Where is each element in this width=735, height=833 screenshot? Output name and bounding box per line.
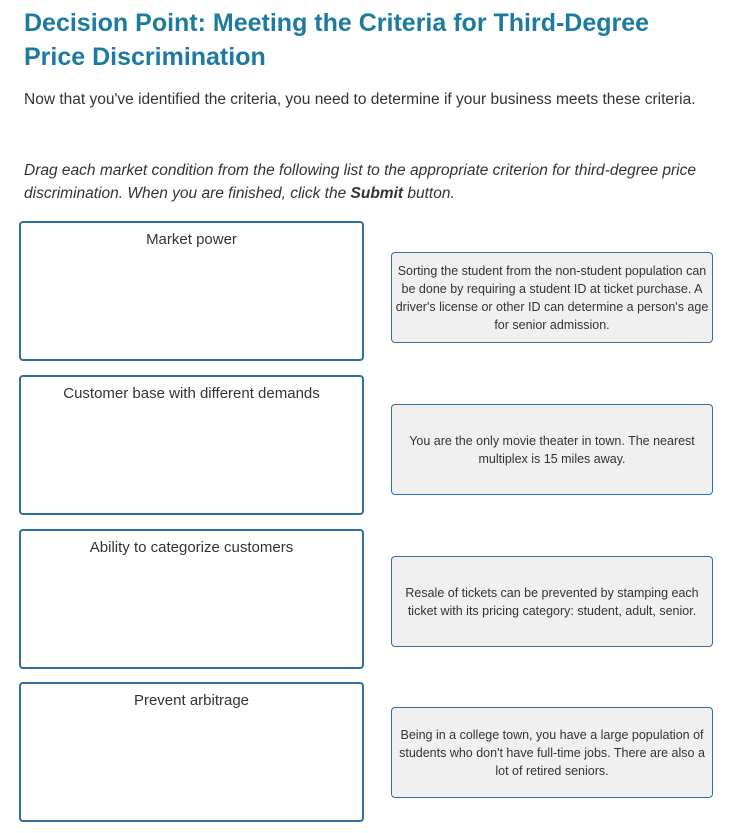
draggable-condition-card[interactable] bbox=[391, 556, 713, 647]
drop-target-prevent-arbitrage[interactable] bbox=[19, 682, 364, 822]
condition-card-text: Resale of tickets can be prevented by stamping each ticket with its pricing category: student, adult, senior. bbox=[405, 585, 699, 618]
drop-target-label: Ability to categorize customers bbox=[89, 539, 294, 556]
condition-card-text: You are the only movie theater in town. The nearest multiplex is 15 miles away. bbox=[409, 433, 695, 466]
drop-target-categorize-customers[interactable] bbox=[19, 529, 364, 669]
drop-target-market-power[interactable] bbox=[19, 221, 364, 361]
drop-target-label: Prevent arbitrage bbox=[133, 692, 250, 709]
draggable-condition-card[interactable] bbox=[391, 252, 713, 343]
draggable-condition-card[interactable] bbox=[391, 404, 713, 495]
instructions-text-part: Drag each market condition from the following list to the appropriate criterion for third-degree price discrimination. When you are finished, click the bbox=[24, 162, 696, 202]
instructions-text bbox=[24, 159, 714, 205]
condition-card-text: Being in a college town, you have a large population of students who don't have full-time jobs. There are also a lot of retired seniors. bbox=[399, 727, 705, 778]
drop-target-label: Market power bbox=[146, 231, 237, 248]
submit-reference: Submit bbox=[350, 185, 404, 202]
drop-target-customer-base[interactable] bbox=[19, 375, 364, 515]
page-title: Decision Point: Meeting the Criteria for Third-Degree Price Discrimination bbox=[24, 9, 650, 71]
instructions-text-part: button. bbox=[403, 185, 455, 202]
condition-card-text: Sorting the student from the non-student population can be done by requiring a student ID at ticket purchase. A driver's license or other ID can determine a person's age for senior admission. bbox=[395, 263, 709, 332]
intro-text: Now that you've identified the criteria, you need to determine if your business meets these criteria. bbox=[24, 91, 696, 108]
draggable-condition-card[interactable] bbox=[391, 707, 713, 798]
drop-target-label: Customer base with different demands bbox=[63, 385, 320, 402]
